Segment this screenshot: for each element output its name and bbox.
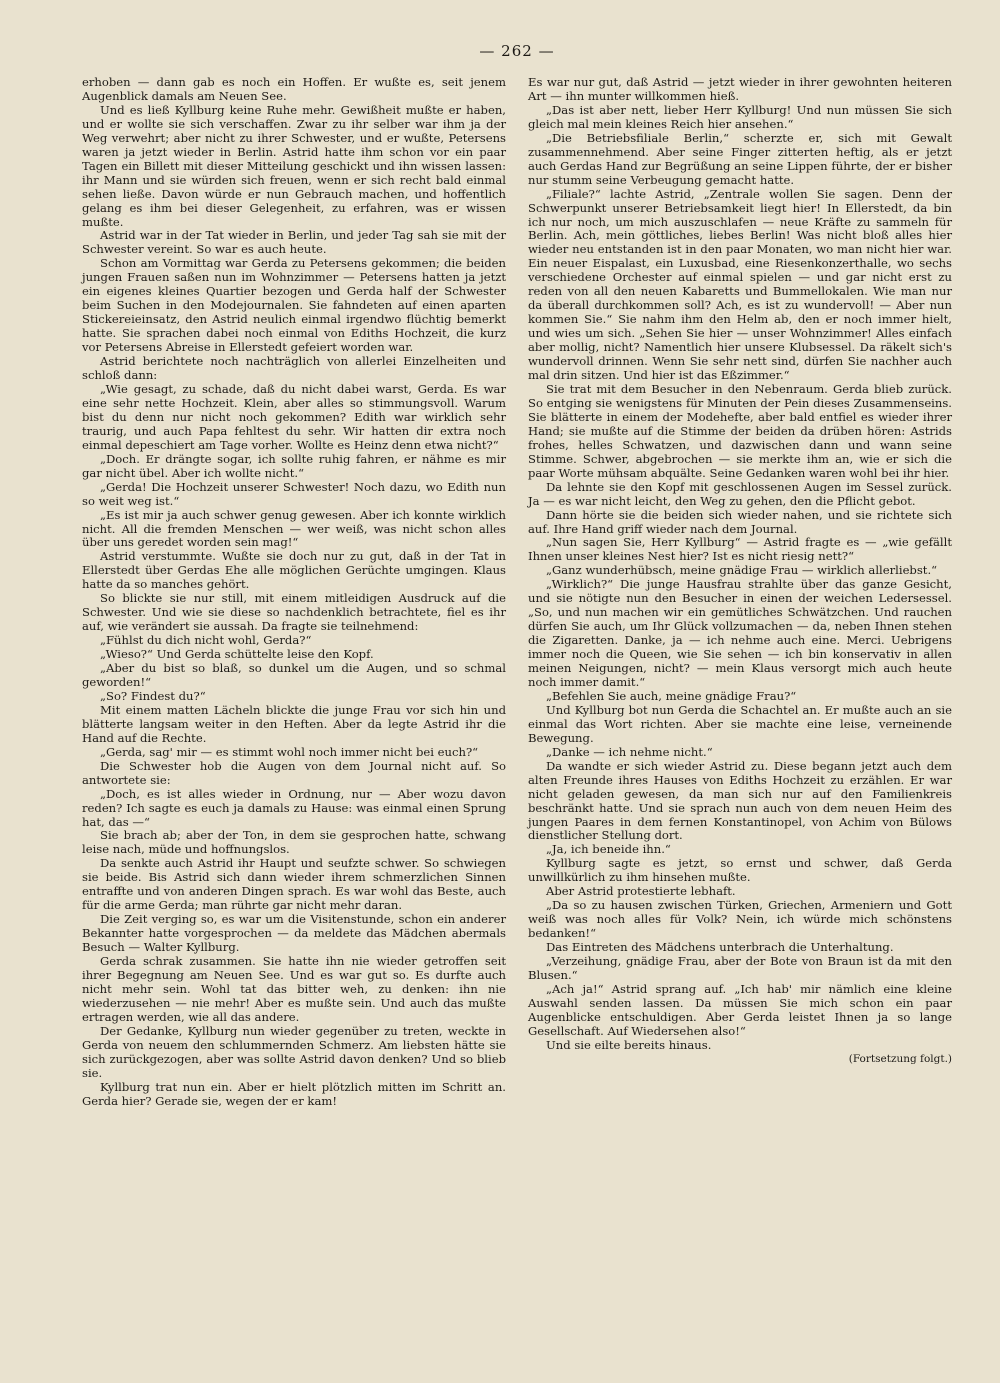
text-columns (82, 76, 952, 1109)
paragraph: Sie trat mit dem Besucher in den Nebenraum. Gerda blieb zurück. So entging sie wenigstens für Minuten der Pein dieses Zusammenseins. Sie blätterte in einem der Modehefte, aber bald entfiel es wieder ihrer Hand; sie mußte auf die Stimme der beiden da drüben hören: Astrids frohes, helles Schwatzen, und dazwischen dann und wann seine Stimme. Schwer, abgebrochen — sie merkte ihm an, wie er sich die paar Worte mühsam abquälte. Seine Gedanken waren wohl bei ihr hier. (528, 381, 952, 480)
paragraph: „Aber du bist so blaß, so dunkel um die Augen, und so schmal geworden!“ (82, 661, 506, 689)
paragraph: „Danke — ich nehme nicht.“ (546, 744, 713, 759)
paragraph: „Gerda! Die Hochzeit unserer Schwester! Noch dazu, wo Edith nun so weit weg ist.“ (82, 479, 506, 508)
paragraph: Kyllburg sagte es jetzt, so ernst und schwer, daß Gerda unwillkürlich zu ihm hinsehen mußte. (528, 856, 952, 885)
paragraph: „Wieso?“ Und Gerda schüttelte leise den Kopf. (100, 647, 374, 662)
paragraph: Dann hörte sie die beiden sich wieder nahen, und sie richtete sich auf. Ihre Hand griff wieder nach dem Journal. (528, 507, 952, 536)
paragraph: „Wie gesagt, zu schade, daß du nicht dabei warst, Gerda. Es war eine sehr nette Hochzeit. Klein, aber alles so stimmungsvoll. Warum bist du denn nur nicht noch gekommen? Edith war wirklich sehr traurig, und auch Papa fehltest du sehr. Wir hatten dir extra noch einmal depeschiert am Tage vorher. Wollte es Heinz denn etwa nicht?“ (82, 381, 506, 452)
paragraph: Es war nur gut, daß Astrid — jetzt wieder in ihrer gewohnten heiteren Art — ihn munter willkommen hieß. (528, 75, 952, 103)
paragraph: Kyllburg trat nun ein. Aber er hielt plötzlich mitten im Schritt an. Gerda hier? Gerade sie, wegen der er kam! (82, 1079, 506, 1108)
paragraph: Aber Astrid protestierte lebhaft. (546, 884, 736, 899)
paragraph: „Die Betriebsfiliale Berlin,“ scherzte er, sich mit Gewalt zusammennehmend. Aber seine Finger zitterten heftig, als er jetzt auch Gerdas Hand zur Begrüßung an seine Lippen führte, der er bisher nur stumm seine Verbeugung gemacht hatte. (528, 130, 952, 187)
paragraph: Und Kyllburg bot nun Gerda die Schachtel an. Er mußte auch an sie einmal das Wort richten. Aber sie machte eine leise, verneinende Bewegung. (528, 702, 952, 745)
paragraph: Gerda schrak zusammen. Sie hatte ihn nie wieder getroffen seit ihrer Begegnung am Neuen See. Und es war gut so. Es durfte auch nicht mehr sein. Wohl tat das bitter weh, zu denken: ihn nie wiederzusehen — nie mehr! Aber es mußte sein. Und auch das mußte ertragen werden, wie all das andere. (82, 954, 506, 1024)
paragraph: „Verzeihung, gnädige Frau, aber der Bote von Braun ist da mit den Blusen.“ (528, 954, 952, 982)
paragraph: „Fühlst du dich nicht wohl, Gerda?“ (100, 633, 312, 648)
paragraph: Da senkte auch Astrid ihr Haupt und seufzte schwer. So schwiegen sie beide. Bis Astrid sich dann wieder ihrem schmerzlichen Sinnen entraffte und von anderen Dingen sprach. Es war wohl das Beste, auch für die arme Gerda; man rührte gar nicht mehr daran. (82, 856, 506, 913)
paragraph: Astrid verstummte. Wußte sie doch nur zu gut, daß in der Tat in Ellerstedt über Gerdas Ehe alle möglichen Gerüchte umgingen. Klaus hatte da so manches gehört. (82, 549, 506, 592)
paragraph: Das Eintreten des Mädchens unterbrach die Unterhaltung. (546, 940, 894, 955)
paragraph: erhoben — dann gab es noch ein Hoffen. Er wußte es, seit jenem Augenblick damals am Neuen See. (82, 75, 506, 103)
page-number: — 262 — (479, 42, 555, 60)
paragraph: Und sie eilte bereits hinaus. (546, 1037, 712, 1052)
paragraph: Astrid war in der Tat wieder in Berlin, und jeder Tag sah sie mit der Schwester vereint. So war es auch heute. (82, 228, 506, 257)
paragraph: „Befehlen Sie auch, meine gnädige Frau?“ (546, 688, 797, 703)
paragraph: So blickte sie nur still, mit einem mitleidigen Ausdruck auf die Schwester. Und wie sie diese so nachdenklich betrachtete, fiel es ihr auf, wie verändert sie aussah. Da fragte sie teilnehmend: (82, 591, 506, 634)
paragraph: Astrid berichtete noch nachträglich von allerlei Einzelheiten und schloß dann: (82, 354, 506, 383)
left-column (82, 76, 506, 1109)
paragraph: Und es ließ Kyllburg keine Ruhe mehr. Gewißheit mußte er haben, und er wollte sie sich verschaffen. Zwar zu ihr selber war ihm ja der Weg verwehrt; aber nicht zu ihrer Schwester, und er wußte, Petersens waren ja jetzt wieder in Berlin. Astrid hatte ihm schon vor ein paar Tagen ein Billett mit dieser Mitteilung geschickt und ihn wissen lassen: ihr Mann und sie würden sich freuen, wenn er sich recht bald einmal sehen ließe. Davon würde er nun Gebrauch machen, und hoffentlich gelang es ihm bei dieser Gelegenheit, zu erfahren, was er wissen mußte. (82, 102, 506, 229)
paragraph: „Ganz wunderhübsch, meine gnädige Frau — wirklich allerliebst.“ (546, 563, 938, 578)
paragraph: „Wirklich?“ Die junge Hausfrau strahlte über das ganze Gesicht, und sie nötigte nun den Besucher in einen der weichen Ledersessel. „So, und nun machen wir ein gemütliches Schwätzchen. Und rauchen dürfen Sie auch, um Ihr Glück vollzumachen — da, neben Ihnen stehen die Zigaretten. Danke, ja — ich nehme auch eine. Merci. Uebrigens immer noch die Queen, wie Sie sehen — ich bin konservativ in allen meinen Neigungen, nicht? — mein Klaus versorgt mich auch heute noch immer damit.“ (528, 577, 952, 689)
paragraph: Mit einem matten Lächeln blickte die junge Frau vor sich hin und blätterte langsam weiter in den Heften. Aber da legte Astrid ihr die Hand auf die Rechte. (82, 702, 506, 745)
paragraph: „Es ist mir ja auch schwer genug gewesen. Aber ich konnte wirklich nicht. All die fremden Menschen — wer weiß, was nicht schon alles über uns geredet worden sein mag!“ (82, 507, 506, 550)
continuation-note: (Fortsetzung folgt.) (848, 1052, 952, 1065)
paragraph: Schon am Vormittag war Gerda zu Petersens gekommen; die beiden jungen Frauen saßen nun im Wohnzimmer — Petersens hatten ja jetzt ein eigenes kleines Quartier bezogen und Gerda half der Schwester beim Suchen in den Modejournalen. Sie fahndeten auf einen aparten Stickereieinsatz, den Astrid neulich einmal irgendwo flüchtig bemerkt hatte. Sie sprachen dabei noch einmal von Ediths Hochzeit, die kurz vor Petersens Abreise in Ellerstedt gefeiert worden war. (82, 256, 506, 355)
paragraph: „Das ist aber nett, lieber Herr Kyllburg! Und nun müssen Sie sich gleich mal mein kleines Reich hier ansehen.“ (528, 102, 952, 131)
paragraph: Die Zeit verging so, es war um die Visitenstunde, schon ein anderer Bekannter hatte vorgesprochen — da meldete das Mädchen abermals Besuch — Walter Kyllburg. (82, 912, 506, 955)
paragraph: „Gerda, sag' mir — es stimmt wohl noch immer nicht bei euch?“ (100, 744, 479, 759)
paragraph: „Ja, ich beneide ihn.“ (546, 842, 671, 857)
right-column (528, 76, 952, 1109)
paragraph: Da lehnte sie den Kopf mit geschlossenen Augen im Sessel zurück. Ja — es war nicht leicht, den Weg zu gehen, den die Pflicht gebot. (528, 479, 952, 508)
paragraph: „Nun sagen Sie, Herr Kyllburg“ — Astrid fragte es — „wie gefällt Ihnen unser kleines Nest hier? Ist es nicht riesig nett?“ (528, 535, 952, 564)
paragraph: „Doch, es ist alles wieder in Ordnung, nur — Aber wozu davon reden? Ich sagte es euch ja damals zu Hause: was einmal einen Sprung hat, das —“ (82, 786, 506, 829)
paragraph: „Doch. Er drängte sogar, ich sollte ruhig fahren, er nähme es mir gar nicht übel. Aber ich wollte nicht.“ (82, 451, 506, 480)
paragraph: Sie brach ab; aber der Ton, in dem sie gesprochen hatte, schwang leise nach, müde und hoffnungslos. (82, 828, 506, 857)
paragraph: Da wandte er sich wieder Astrid zu. Diese begann jetzt auch dem alten Freunde ihres Hauses von Ediths Hochzeit zu erzählen. Er war nicht geladen gewesen, da man sich nur auf den Familienkreis beschränkt hatte. Und sie sprach nun auch von dem neuen Heim des jungen Paares in dem fernen Konstantinopel, von Achim von Bülows dienstlicher Stellung dort. (528, 758, 952, 843)
paragraph: Die Schwester hob die Augen von dem Journal nicht auf. So antwortete sie: (82, 758, 506, 787)
paragraph: „Ach ja!“ Astrid sprang auf. „Ich hab' mir nämlich eine kleine Auswahl senden lassen. Da müssen Sie mich schon ein paar Augenblicke entschuldigen. Aber Gerda leistet Ihnen ja so lange Gesellschaft. Auf Wiedersehen also!“ (528, 981, 952, 1038)
paragraph: „Da so zu hausen zwischen Türken, Griechen, Armeniern und Gott weiß was noch alles für Volk? Nein, ich würde mich schönstens bedanken!“ (528, 898, 952, 941)
paragraph: Der Gedanke, Kyllburg nun wieder gegenüber zu treten, weckte in Gerda von neuem den schlummernden Schmerz. Am liebsten hätte sie sich zurückgezogen, aber was sollte Astrid davon denken? Und so blieb sie. (82, 1023, 506, 1080)
paragraph: „So? Findest du?“ (100, 688, 206, 703)
paragraph: „Filiale?“ lachte Astrid, „Zentrale wollen Sie sagen. Denn der Schwerpunkt unserer Betriebsamkeit liegt hier! In Ellerstedt, da bin ich nur noch, um mich auszuschlafen — neue Kräfte zu sammeln für Berlin. Ach, mein göttliches, liebes Berlin! Was nicht bloß alles hier wieder neu entstanden ist in den paar Monaten, wo man nicht hier war. Ein neuer Eispalast, ein Luxusbad, eine Riesenkonzerthalle, wo sechs verschiedene Orchester auf einmal spielen — und gar nicht erst zu reden von all den neuen Kabaretts und Bummellokalen. Wie man nur da überall durchkommen soll? Ach, es ist zu wundervoll! — Aber nun kommen Sie.“ Sie nahm ihm den Helm ab, den er noch immer hielt, und wies um sich. „Sehen Sie hier — unser Wohnzimmer! Alles einfach aber mollig, nicht? Namentlich hier unsere Klubsessel. Da räkelt sich's wundervoll drinnen. Wenn Sie sehr nett sind, dürfen Sie nachher auch mal drin sitzen. Und hier ist das Eßzimmer.“ (528, 186, 952, 383)
